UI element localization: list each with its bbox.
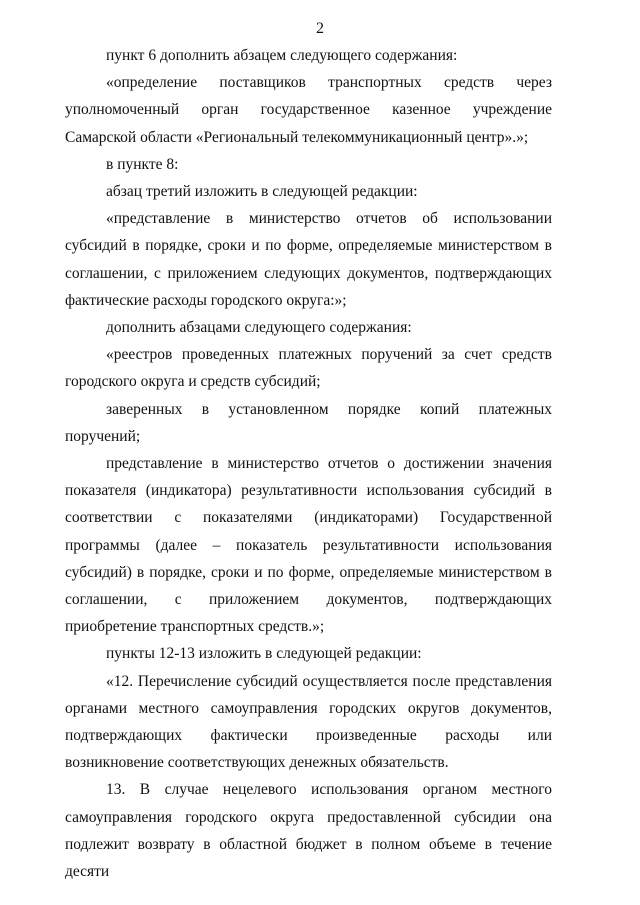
paragraph-10: пункты 12-13 изложить в следующей редакции: — [106, 645, 422, 663]
paragraph-12: 13. В случае нецелевого использования органом местного самоуправления городского округа предоставленной субсидии она подлежит возврату в областной бюджет в полном объеме в течение десяти — [65, 781, 552, 881]
document-body — [65, 42, 552, 885]
paragraph-1: пункт 6 дополнить абзацем следующего содержания: — [106, 47, 458, 64]
paragraph-8: заверенных в установленном порядке копий платежных поручений; — [65, 400, 552, 445]
paragraph-11: «12. Перечисление субсидий осуществляется после представления органами местного самоуправления городских округов документов, подтверждающих фактически произведенные расходы или возникновение соответствующих денежных обязательств. — [65, 672, 552, 772]
paragraph-2: «определение поставщиков транспортных средств через уполномоченный орган государственное казенное учреждение Самарской области «Региональный телекоммуникационный центр».»; — [65, 74, 552, 146]
paragraph-3: в пункте 8: — [106, 155, 179, 173]
page-number: 2 — [316, 20, 324, 37]
paragraph-4: абзац третий изложить в следующей редакции: — [106, 183, 418, 201]
paragraph-9: представление в министерство отчетов о достижении значения показателя (индикатора) результативности использования субсидий в соответствии с показателями (индикаторами) Государственной программы (далее – показатель результативности использования субсидий) в порядке, сроки и по форме, определяемые министерством в соглашении, с приложением документов, подтверждающих приобретение транспортных средств.»; — [65, 455, 552, 636]
paragraph-5: «представление в министерство отчетов об использовании субсидий в порядке, сроки и по форме, определяемые министерством в соглашении, с приложением следующих документов, подтверждающих фактические расходы городского округа:»; — [65, 210, 552, 309]
paragraph-7: «реестров проведенных платежных поручений за счет средств городского округа и средств субсидий; — [65, 346, 552, 391]
paragraph-6: дополнить абзацами следующего содержания: — [106, 319, 412, 337]
